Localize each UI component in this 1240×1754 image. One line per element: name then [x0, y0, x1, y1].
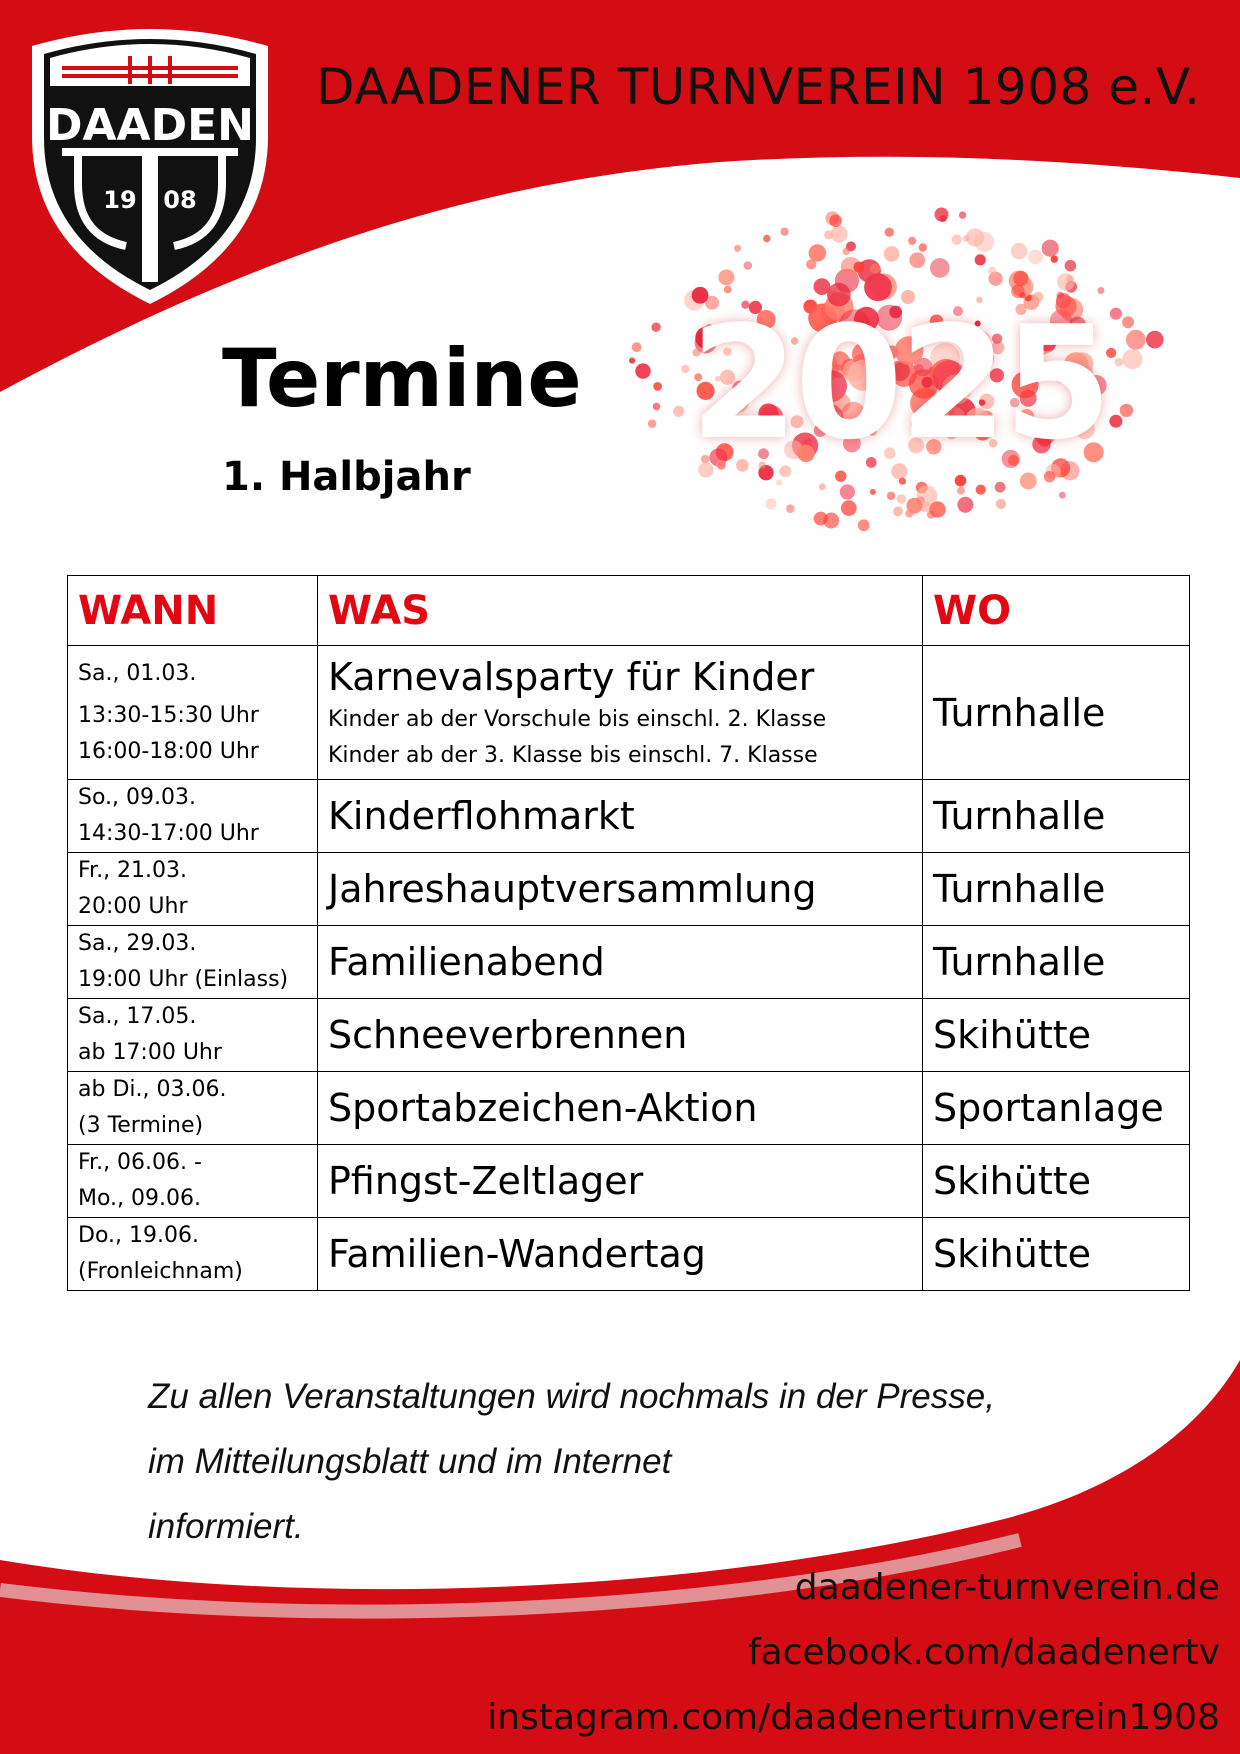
cell-what [318, 646, 923, 780]
cell-what: Jahreshauptversammlung [318, 853, 923, 926]
confetti-dot [929, 501, 945, 517]
logo-year-left: 19 [103, 186, 137, 214]
confetti-dot [1120, 404, 1133, 417]
confetti-dot [744, 261, 753, 270]
info-note [148, 1364, 995, 1559]
confetti-dot [995, 482, 1006, 493]
when-line: Mo., 09.06. [78, 1186, 202, 1211]
when-line: So., 09.03. [78, 785, 196, 810]
page-title: Termine [222, 332, 582, 425]
confetti-dot [919, 243, 927, 251]
confetti-dot [842, 248, 849, 255]
confetti-dot [763, 235, 770, 242]
cell-where: Turnhalle [923, 780, 1190, 853]
table-row [68, 999, 1190, 1072]
confetti-dot [858, 519, 870, 531]
confetti-dot [884, 246, 900, 262]
confetti-dot [908, 237, 916, 245]
when-line: Fr., 21.03. [78, 858, 188, 883]
confetti-dot [1146, 331, 1164, 349]
confetti-dot [776, 479, 782, 485]
confetti-dot [648, 419, 657, 428]
confetti-dot [673, 406, 684, 417]
table-row [68, 1218, 1190, 1291]
confetti-dot [653, 403, 661, 411]
confetti-dot [988, 267, 996, 275]
cell-where: Skihütte [923, 1145, 1190, 1218]
header-what: WAS [318, 576, 923, 646]
cell-when [68, 1218, 318, 1291]
confetti-dot [963, 235, 970, 242]
confetti-dot [786, 504, 795, 513]
header-when: WANN [68, 576, 318, 646]
confetti-dot [975, 254, 986, 265]
schedule-table [67, 575, 1190, 1291]
when-line: 16:00-18:00 Uhr [78, 738, 259, 764]
year-label: 2025 [690, 292, 1109, 474]
confetti-dot [635, 363, 650, 378]
confetti-dot [718, 269, 734, 285]
confetti-dot [1011, 243, 1028, 260]
note-line: informiert. [148, 1507, 304, 1546]
confetti-dot [632, 342, 642, 352]
confetti-dot [854, 262, 865, 273]
confetti-dot [957, 487, 965, 495]
cell-where: Sportanlage [923, 1072, 1190, 1145]
confetti-dot [959, 211, 966, 218]
confetti-dot [823, 513, 839, 529]
confetti-dot [629, 358, 635, 364]
event-detail: Kinder ab der Vorschule bis einschl. 2. Klasse [328, 706, 827, 732]
confetti-dot [939, 215, 946, 222]
confetti-dot [905, 510, 913, 518]
confetti-dot [955, 475, 967, 487]
facebook-link[interactable]: facebook.com/daadenertv [747, 1632, 1220, 1673]
confetti-dot [885, 228, 894, 237]
cell-when [68, 1145, 318, 1218]
confetti-dot [734, 245, 741, 252]
cell-what: Schneeverbrennen [318, 999, 923, 1072]
when-line: 13:30-15:30 Uhr [78, 702, 259, 728]
confetti-dot [899, 478, 906, 485]
confetti-dot [653, 382, 662, 391]
cell-where: Skihütte [923, 999, 1190, 1072]
when-line: Sa., 17.05. [78, 1004, 197, 1029]
confetti-dot [1109, 415, 1122, 428]
confetti-dot [976, 485, 986, 495]
cell-when [68, 999, 318, 1072]
cell-when [68, 853, 318, 926]
when-line: 19:00 Uhr (Einlass) [78, 967, 289, 992]
confetti-dot [887, 492, 895, 500]
confetti-dot [974, 232, 994, 252]
cell-when [68, 646, 318, 780]
event-detail: Kinder ab der 3. Klasse bis einschl. 7. Klasse [328, 742, 818, 768]
club-logo [22, 16, 278, 306]
club-name: DAADENER TURNVEREIN 1908 e.V. [316, 58, 1201, 116]
table-row [68, 853, 1190, 926]
confetti-dot [1013, 271, 1028, 286]
confetti-dot [1110, 308, 1122, 320]
when-line: 14:30-17:00 Uhr [78, 821, 259, 846]
confetti-dot [1051, 255, 1058, 262]
note-line: Zu allen Veranstaltungen wird nochmals in der Presse, [148, 1377, 995, 1416]
confetti-dot [870, 489, 876, 495]
confetti-dot [1122, 349, 1142, 369]
logo-name: DAADEN [45, 100, 255, 151]
confetti-dot [1042, 240, 1059, 257]
cell-where: Skihütte [923, 1218, 1190, 1291]
confetti-dot [952, 235, 962, 245]
table-row [68, 780, 1190, 853]
table-row [68, 1145, 1190, 1218]
cell-what: Familienabend [318, 926, 923, 999]
table-row [68, 926, 1190, 999]
confetti-dot [957, 497, 973, 513]
table-header-row [68, 576, 1190, 646]
when-line: ab Di., 03.06. [78, 1077, 227, 1102]
confetti-dot [681, 365, 689, 373]
when-line: (3 Termine) [78, 1113, 204, 1138]
confetti-dot [930, 258, 950, 278]
page-subtitle: 1. Halbjahr [222, 454, 471, 500]
confetti-dot [996, 499, 1006, 509]
when-line: (Fronleichnam) [78, 1259, 243, 1284]
confetti-dot [1057, 273, 1075, 291]
event-title: Karnevalsparty für Kinder [328, 654, 815, 699]
when-line: Sa., 29.03. [78, 931, 197, 956]
note-line: im Mitteilungsblatt und im Internet [148, 1442, 672, 1481]
confetti-dot [910, 252, 926, 268]
table-row [68, 646, 1190, 780]
confetti-dot [765, 498, 776, 509]
confetti-dot [824, 230, 833, 239]
confetti-dot [829, 215, 842, 228]
confetti-dot [780, 228, 788, 236]
confetti-dot [841, 500, 857, 516]
table-row [68, 1072, 1190, 1145]
cell-what: Kinderflohmarkt [318, 780, 923, 853]
instagram-link[interactable]: instagram.com/daadenerturnverein1908 [487, 1697, 1220, 1738]
confetti-dot [1115, 358, 1124, 367]
cell-when [68, 926, 318, 999]
website-link[interactable]: daadener-turnverein.de [794, 1567, 1220, 1608]
when-line: Do., 19.06. [78, 1223, 199, 1248]
cell-where: Turnhalle [923, 926, 1190, 999]
when-line: Fr., 06.06. - [78, 1150, 202, 1175]
confetti-dot [809, 244, 826, 261]
confetti-dot [870, 263, 880, 273]
when-line: Sa., 01.03. [78, 660, 197, 686]
cell-when [68, 780, 318, 853]
confetti-dot [1065, 260, 1077, 272]
confetti-dot [1020, 473, 1037, 490]
cell-what: Pfingst-Zeltlager [318, 1145, 923, 1218]
confetti-dot [651, 323, 660, 332]
logo-year-right: 08 [163, 186, 197, 214]
cell-where: Turnhalle [923, 646, 1190, 780]
confetti-dot [897, 494, 907, 504]
when-line: 20:00 Uhr [78, 894, 188, 919]
header-where: WO [923, 576, 1190, 646]
cell-what: Sportabzeichen-Aktion [318, 1072, 923, 1145]
confetti-dot [893, 507, 903, 517]
confetti-dot [830, 226, 847, 243]
cell-what: Familien-Wandertag [318, 1218, 923, 1291]
cell-when [68, 1072, 318, 1145]
confetti-dot [840, 484, 855, 499]
web-links [487, 1555, 1220, 1750]
confetti-dot [819, 483, 826, 490]
when-line: ab 17:00 Uhr [78, 1040, 222, 1065]
confetti-dot [1126, 330, 1146, 350]
confetti-dot [1028, 250, 1043, 265]
confetti-dot [1059, 492, 1066, 499]
cell-where: Turnhalle [923, 853, 1190, 926]
confetti-dot [1122, 316, 1134, 328]
